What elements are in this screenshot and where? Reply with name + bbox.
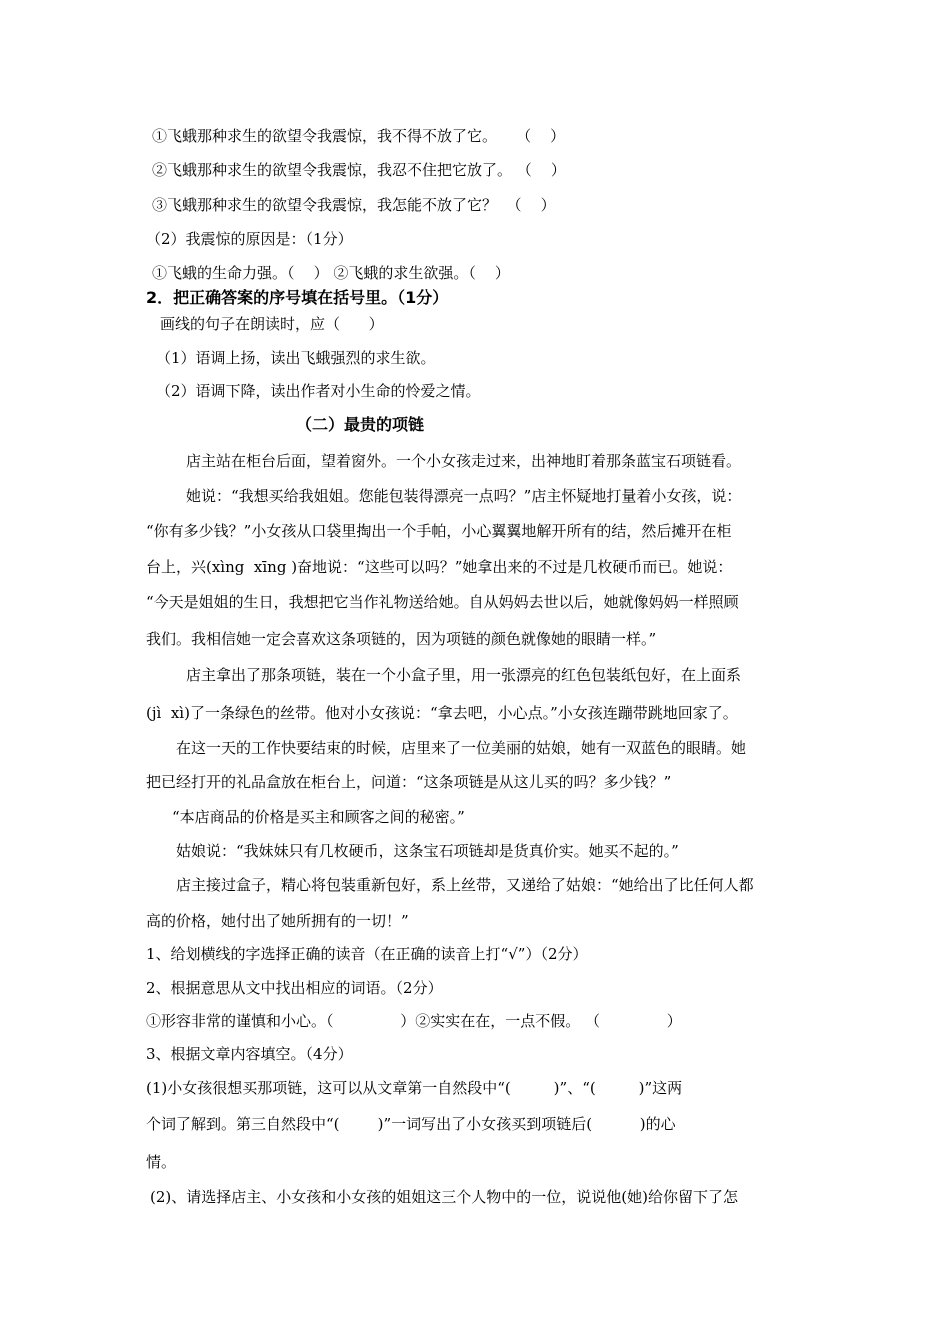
q1-option-1: ①飞蛾那种求生的欲望令我震惊，我不得不放了它。 （ ） <box>152 127 566 145</box>
q1-sub2-options: ①飞蛾的生命力强。（ ） ②飞蛾的求生欲强。（ ） <box>152 264 510 282</box>
q1-option-3: ③飞蛾那种求生的欲望令我震惊，我怎能不放了它？ （ ） <box>152 196 556 214</box>
passage-line: 高的价格，她付出了她所拥有的一切！” <box>146 912 409 930</box>
question-line: (2)、请选择店主、小女孩和小女孩的姐姐这三个人物中的一位，说说他(她)给你留下了怎 <box>150 1188 738 1206</box>
passage-line: 店主拿出了那条项链，装在一个小盒子里，用一张漂亮的红色包装纸包好，在上面系 <box>186 666 742 684</box>
question-line: (1)小女孩很想买那项链，这可以从文章第一自然段中“( )”、“( )”这两 <box>146 1079 683 1097</box>
question-line: 1、给划横线的字选择正确的读音（在正确的读音上打“√”）（2分） <box>146 945 588 963</box>
q2-option-1: （1）语调上扬，读出飞蛾强烈的求生欲。 <box>156 349 436 367</box>
passage-line: “今天是姐姐的生日，我想把它当作礼物送给她。自从妈妈去世以后，她就像妈妈一样照顾 <box>146 593 739 611</box>
passage-line: 台上，兴(xìng xīng )奋地说：“这些可以吗？”她拿出来的不过是几枚硬币而已。她说： <box>146 558 733 576</box>
passage-line: 店主站在柜台后面，望着窗外。一个小女孩走过来，出神地盯着那条蓝宝石项链看。 <box>186 452 742 470</box>
q2-option-2: （2）语调下降，读出作者对小生命的怜爱之情。 <box>156 382 481 400</box>
passage-line: 在这一天的工作快要结束的时候，店里来了一位美丽的姑娘，她有一双蓝色的眼睛。她 <box>176 739 747 757</box>
question-line: 2、根据意思从文中找出相应的词语。（2分） <box>146 979 443 997</box>
q2-title: 2．把正确答案的序号填在括号里。（1分） <box>146 288 449 307</box>
question-line: 情。 <box>146 1153 177 1171</box>
passage-line: “本店商品的价格是买主和顾客之间的秘密。” <box>172 808 465 826</box>
passage-line: 把已经打开的礼品盒放在柜台上，问道：“这条项链是从这儿买的吗？多少钱？” <box>146 773 672 791</box>
q1-option-2: ②飞蛾那种求生的欲望令我震惊，我忍不住把它放了。 （ ） <box>152 161 566 179</box>
passage-line: 姑娘说：“我妹妹只有几枚硬币，这条宝石项链却是货真价实。她买不起的。” <box>176 842 679 860</box>
q1-sub2-stem: （2）我震惊的原因是：（1分） <box>146 230 353 248</box>
passage-line: 我们。我相信她一定会喜欢这条项链的，因为项链的颜色就像她的眼睛一样。” <box>146 630 657 648</box>
passage-line: (jì xì)了一条绿色的丝带。他对小女孩说：“拿去吧，小心点。”小女孩连蹦带跳地回家了。 <box>146 704 738 722</box>
q2-stem: 画线的句子在朗读时，应（ ） <box>160 315 384 333</box>
question-line: 个词了解到。第三自然段中“( )”一词写出了小女孩买到项链后( )的心 <box>146 1115 676 1133</box>
passage-line: “你有多少钱？”小女孩从口袋里掏出一个手帕，小心翼翼地解开所有的结，然后摊开在柜 <box>146 522 732 540</box>
passage-title: （二）最贵的项链 <box>296 415 425 434</box>
question-line: 3、根据文章内容填空。（4分） <box>146 1045 353 1063</box>
question-line: ①形容非常的谨慎和小心。（ ）②实实在在，一点不假。 （ ） <box>146 1012 682 1030</box>
passage-line: 她说：“我想买给我姐姐。您能包装得漂亮一点吗？”店主怀疑地打量着小女孩，说： <box>186 487 742 505</box>
passage-line: 店主接过盒子，精心将包装重新包好，系上丝带，又递给了姑娘：“她给出了比任何人都 <box>176 876 754 894</box>
